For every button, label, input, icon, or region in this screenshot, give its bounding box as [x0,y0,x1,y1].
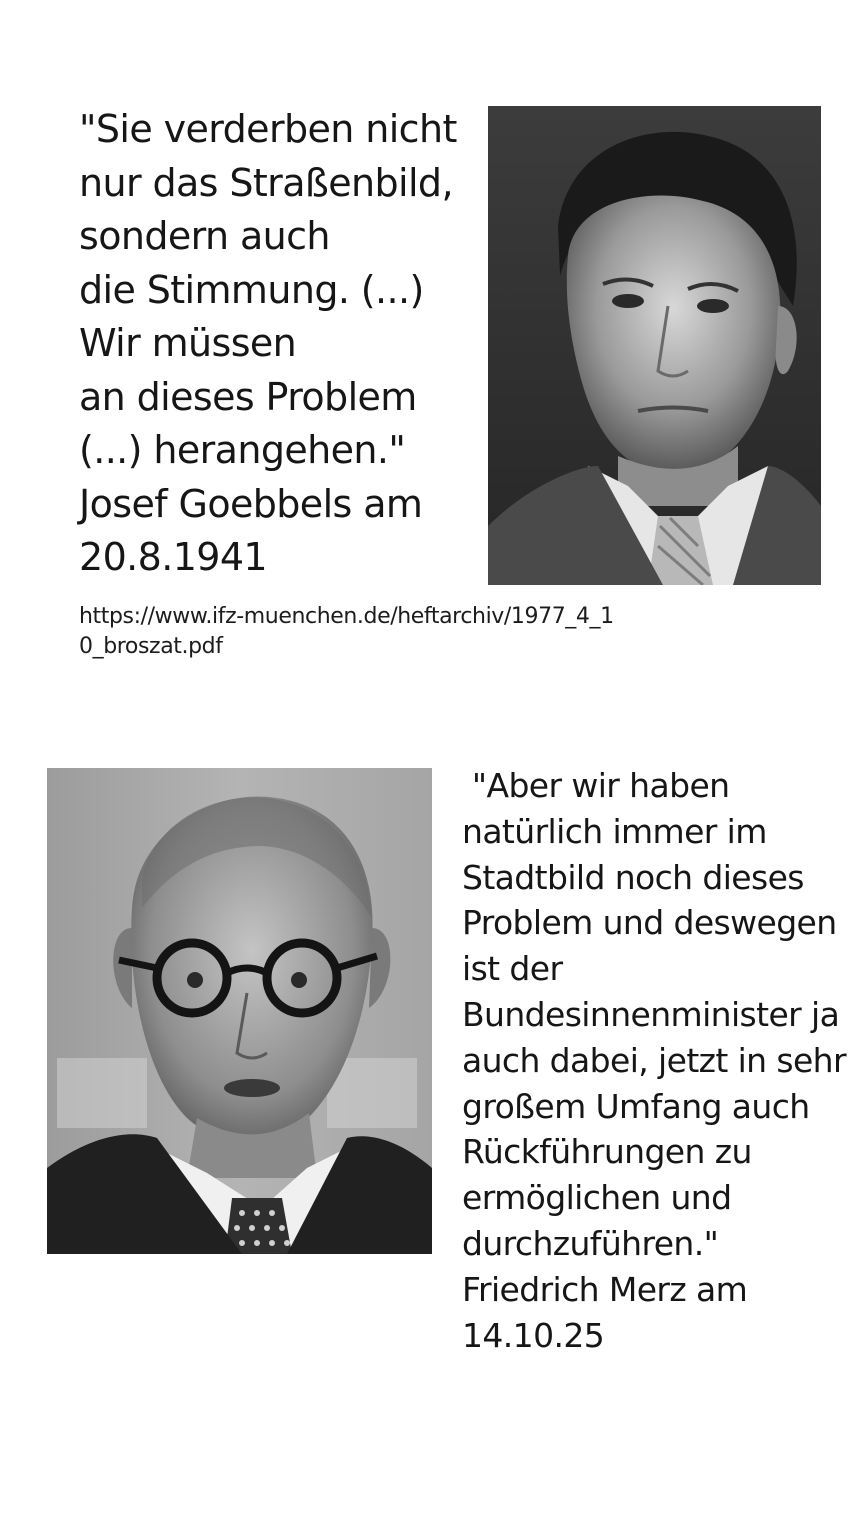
quote-line: Rückführungen zu [462,1132,752,1172]
quote-line: natürlich immer im [462,811,767,851]
quote-date: 14.10.25 [462,1315,605,1355]
source-link[interactable] [79,602,614,662]
quote-line: Wir müssen [79,321,297,365]
quote-line: "Aber wir haben [462,766,730,805]
quote-line: nur das Straßenbild, [79,160,453,205]
quote-line: "Sie verderben nicht [79,107,457,151]
merz-portrait-photo [47,768,432,1254]
quote-attribution: Friedrich Merz am [462,1269,748,1309]
quote-attribution: Josef Goebbels am [79,481,423,526]
quote-line: durchzuführen." [462,1223,719,1263]
goebbels-quote [79,103,479,585]
source-url-line: 0_broszat.pdf [79,634,223,659]
source-url-line: https://www.ifz-muenchen.de/heftarchiv/1977_4_1 [79,604,614,629]
quote-line: Bundesinnenminister ja [462,994,840,1034]
quote-line: ist der [462,949,563,989]
quote-line: Problem und deswegen [462,903,837,943]
merz-quote [462,763,862,1358]
quote-line: auch dabei, jetzt in sehr [462,1040,846,1080]
quote-line: (...) herangehen." [79,428,406,472]
goebbels-portrait-photo [488,106,821,585]
quote-line: Stadtbild noch dieses [462,857,804,897]
quote-line: großem Umfang auch [462,1086,810,1126]
quote-line: ermöglichen und [462,1178,732,1218]
quote-line: die Stimmung. (...) [79,267,424,312]
quote-date: 20.8.1941 [79,535,267,579]
quote-line: an dieses Problem [79,374,417,419]
quote-line: sondern auch [79,214,330,258]
